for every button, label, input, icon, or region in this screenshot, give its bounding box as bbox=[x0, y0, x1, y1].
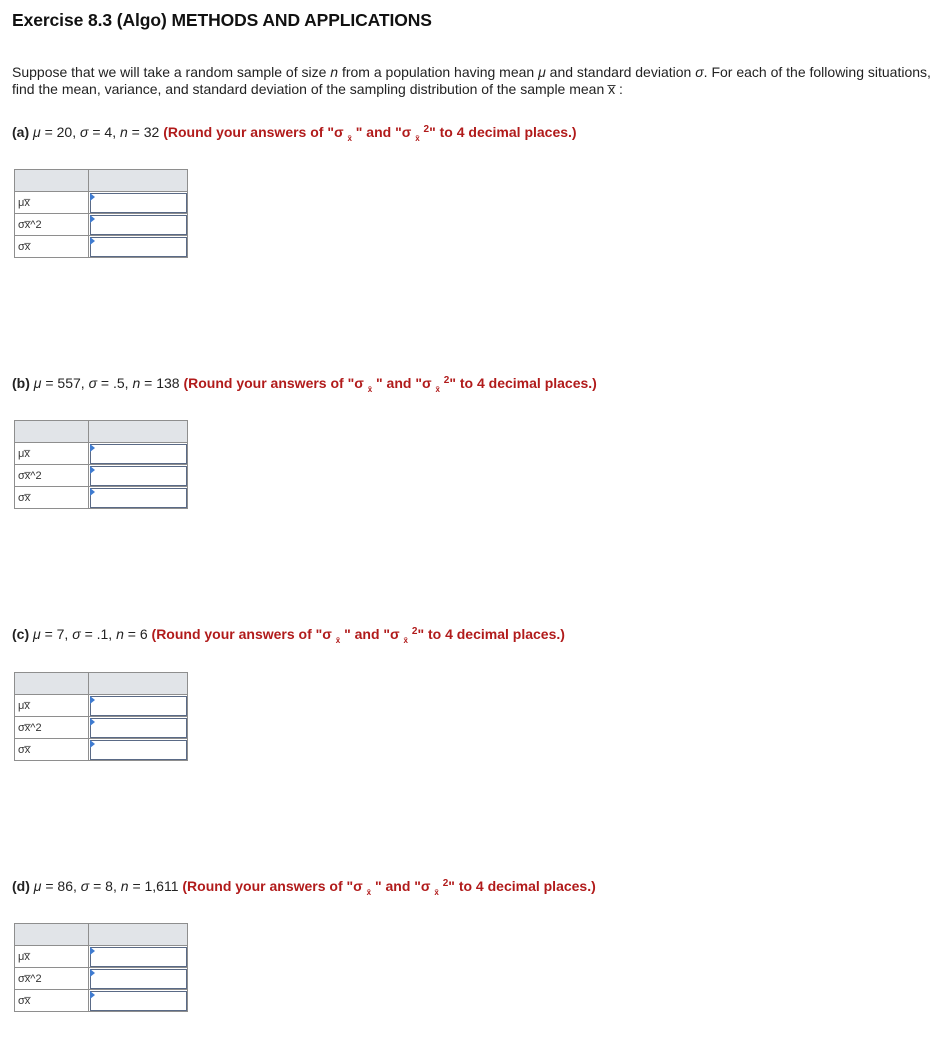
rounding-instruction: (Round your answers of "σ $_{x̄}$ " and "σ $_{x̄}$ $^2$" to 4 decimal places.) bbox=[163, 124, 577, 143]
row-label-sd: σx̅ bbox=[15, 739, 89, 761]
part-c-answer-table bbox=[14, 672, 188, 761]
row-label-mean: μx̅ bbox=[15, 695, 89, 717]
part-d-question: (d) μ = 86, σ = 8, n = 1,611 (Round your answers of "σ $_{x̄}$ " and "σ $_{x̄}$ $^2$" to 4 decimal places.) bbox=[12, 878, 596, 897]
row-label-mean: μx̅ bbox=[15, 946, 89, 968]
part-d-sd-input[interactable] bbox=[90, 991, 187, 1011]
input-marker-icon bbox=[90, 488, 95, 496]
row-label-variance: σx̅^2 bbox=[15, 717, 89, 739]
part-a-variance-input[interactable] bbox=[90, 215, 187, 235]
input-marker-icon bbox=[90, 444, 95, 452]
input-marker-icon bbox=[90, 215, 95, 223]
part-a-answer-table bbox=[14, 169, 188, 258]
part-b-question: (b) μ = 557, σ = .5, n = 138 (Round your answers of "σ $_{x̄}$ " and "σ $_{x̄}$ $^2$" to 4 decimal places.) bbox=[12, 375, 597, 394]
input-marker-icon bbox=[90, 696, 95, 704]
row-label-mean: μx̅ bbox=[15, 192, 89, 214]
part-b-mean-input[interactable] bbox=[90, 444, 187, 464]
exercise-title: Exercise 8.3 (Algo) METHODS AND APPLICATIONS bbox=[12, 10, 432, 30]
part-a-sd-input[interactable] bbox=[90, 237, 187, 257]
input-marker-icon bbox=[90, 193, 95, 201]
part-d-mean-input[interactable] bbox=[90, 947, 187, 967]
input-marker-icon bbox=[90, 969, 95, 977]
part-c-variance-input[interactable] bbox=[90, 718, 187, 738]
rounding-instruction: (Round your answers of "σ $_{x̄}$ " and "σ $_{x̄}$ $^2$" to 4 decimal places.) bbox=[182, 878, 596, 897]
row-label-variance: σx̅^2 bbox=[15, 465, 89, 487]
row-label-variance: σx̅^2 bbox=[15, 968, 89, 990]
row-label-mean: μx̅ bbox=[15, 443, 89, 465]
row-label-sd: σx̅ bbox=[15, 487, 89, 509]
part-c-mean-input[interactable] bbox=[90, 696, 187, 716]
input-marker-icon bbox=[90, 991, 95, 999]
part-d-answer-table bbox=[14, 923, 188, 1012]
part-b-variance-input[interactable] bbox=[90, 466, 187, 486]
part-b-sd-input[interactable] bbox=[90, 488, 187, 508]
part-d-variance-input[interactable] bbox=[90, 969, 187, 989]
input-marker-icon bbox=[90, 466, 95, 474]
part-c-question: (c) μ = 7, σ = .1, n = 6 (Round your answers of "σ $_{x̄}$ " and "σ $_{x̄}$ $^2$" to 4 decimal places.) bbox=[12, 626, 565, 645]
problem-intro: Suppose that we will take a random sample of size n from a population having mean μ and standard deviation σ. For each of the following situations, find the mean, variance, and standard deviation of the sampling distribution of the sample mean x̅ : bbox=[12, 64, 931, 97]
part-a-mean-input[interactable] bbox=[90, 193, 187, 213]
input-marker-icon bbox=[90, 718, 95, 726]
input-marker-icon bbox=[90, 740, 95, 748]
input-marker-icon bbox=[90, 237, 95, 245]
rounding-instruction: (Round your answers of "σ $_{x̄}$ " and "σ $_{x̄}$ $^2$" to 4 decimal places.) bbox=[151, 626, 565, 645]
part-a-question: (a) μ = 20, σ = 4, n = 32 (Round your answers of "σ $_{x̄}$ " and "σ $_{x̄}$ $^2$" to 4 decimal places.) bbox=[12, 124, 577, 143]
rounding-instruction: (Round your answers of "σ $_{x̄}$ " and "σ $_{x̄}$ $^2$" to 4 decimal places.) bbox=[183, 375, 597, 394]
input-marker-icon bbox=[90, 947, 95, 955]
row-label-variance: σx̅^2 bbox=[15, 214, 89, 236]
part-c-sd-input[interactable] bbox=[90, 740, 187, 760]
part-b-answer-table bbox=[14, 420, 188, 509]
row-label-sd: σx̅ bbox=[15, 236, 89, 258]
row-label-sd: σx̅ bbox=[15, 990, 89, 1012]
